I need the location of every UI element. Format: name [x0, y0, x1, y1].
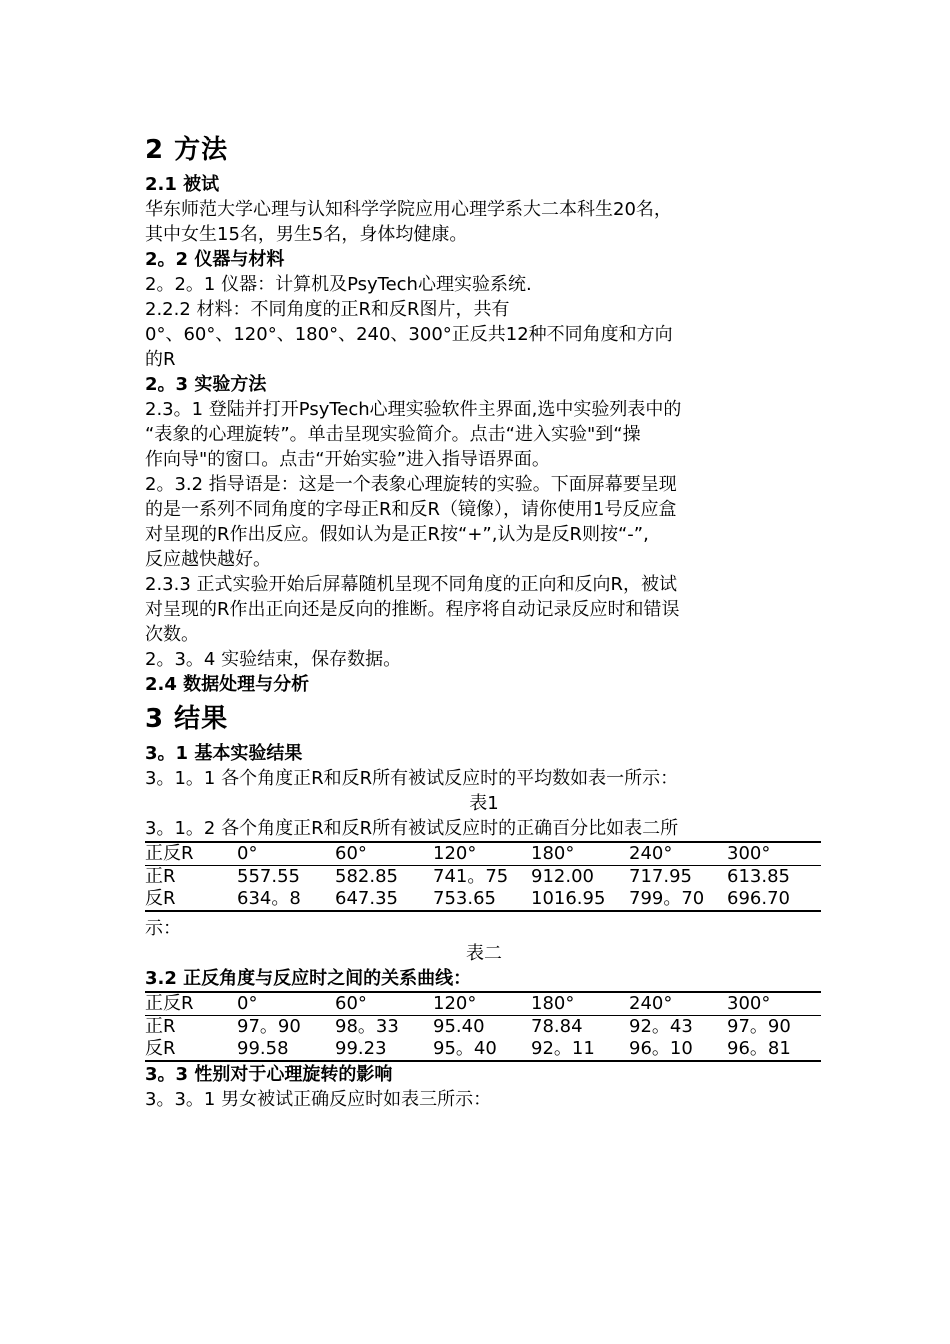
header-cell: 180° — [531, 842, 629, 866]
paragraph: 的R — [145, 349, 176, 370]
paragraph: 的是一系列不同角度的字母正R和反R（镜像），请你使用1号反应盒 — [145, 499, 677, 520]
table-cell: 647.35 — [335, 888, 433, 911]
paragraph: 3。1。2 各个角度正R和反R所有被试反应时的正确百分比如表二所 — [145, 818, 679, 839]
paragraph: 2。3。4 实验结束，保存数据。 — [145, 649, 402, 670]
table-cell: 912.00 — [531, 866, 594, 887]
paragraph: 次数。 — [145, 624, 199, 645]
header-cell: 300° — [727, 842, 821, 866]
paragraph: “表象的心理旋转”。单击呈现实验简介。点击“进入实验"到“操 — [145, 424, 641, 445]
table-cell: 96。81 — [727, 1038, 821, 1061]
table-cell: 99.58 — [237, 1038, 335, 1061]
table-cell: 92。11 — [531, 1038, 629, 1061]
table-cell: 696.70 — [727, 888, 821, 911]
table-cell: 98。33 — [335, 1016, 399, 1037]
paragraph: 作向导"的窗口。点击“开始实验”进入指导语界面。 — [145, 449, 550, 470]
table-row — [145, 1016, 821, 1039]
header-cell: 240° — [629, 992, 727, 1016]
header-cell: 60° — [335, 842, 433, 866]
table-cell: 反R — [145, 1038, 237, 1061]
table-cell: 78.84 — [531, 1016, 583, 1037]
table-cell: 反R — [145, 888, 237, 911]
paragraph: 0°、60°、120°、180°、240、300°正反共12种不同角度和方向 — [145, 324, 673, 345]
document-page — [145, 128, 823, 1112]
table-cell: 95。40 — [433, 1038, 531, 1061]
table-row — [145, 1038, 821, 1061]
table-cell: 753.65 — [433, 888, 531, 911]
header-cell: 120° — [433, 992, 531, 1016]
paragraph: 2。2。1 仪器：计算机及PsyTech心理实验系统. — [145, 274, 532, 295]
table-cell: 613.85 — [727, 866, 790, 887]
section-3-1-title: 3。1 基本实验结果 — [145, 743, 303, 764]
section-3-2-title: 3.2 正反角度与反应时之间的关系曲线： — [145, 968, 472, 989]
header-cell: 60° — [335, 992, 433, 1016]
table-cell: 582.85 — [335, 866, 398, 887]
paragraph: 2.3.3 正式实验开始后屏幕随机呈现不同角度的正向和反向R，被试 — [145, 574, 678, 595]
table-row — [145, 866, 821, 889]
table-cell: 717.95 — [629, 866, 692, 887]
paragraph: 2.2.2 材料：不同角度的正R和反R图片，共有 — [145, 299, 510, 320]
header-cell: 240° — [629, 842, 727, 866]
paragraph: 反应越快越好。 — [145, 549, 271, 570]
table-row — [145, 888, 821, 911]
header-cell: 300° — [727, 992, 821, 1016]
section-2-4-title: 2.4 数据处理与分析 — [145, 674, 310, 695]
table-header-row — [145, 842, 821, 866]
paragraph: 3。1。1 各个角度正R和反R所有被试反应时的平均数如表一所示： — [145, 768, 679, 789]
paragraph: 示： — [145, 918, 181, 939]
header-cell: 120° — [433, 842, 531, 866]
table-2 — [145, 991, 821, 1062]
table-cell: 741。75 — [433, 866, 509, 887]
paragraph: 对呈现的R作出反应。假如认为是正R按“+”,认为是反R则按“-”, — [145, 524, 649, 545]
paragraph: 2。3.2 指导语是：这是一个表象心理旋转的实验。下面屏幕要呈现 — [145, 474, 677, 495]
table-cell: 557.55 — [237, 866, 300, 887]
header-cell: 180° — [531, 992, 629, 1016]
paragraph: 对呈现的R作出正向还是反向的推断。程序将自动记录反应时和错误 — [145, 599, 680, 620]
section-2-1-title: 2.1 被试 — [145, 174, 220, 195]
paragraph: 华东师范大学心理与认知科学学院应用心理学系大二本科生20名， — [145, 199, 672, 220]
table-2-caption: 表二 — [466, 943, 502, 964]
table-cell: 1016.95 — [531, 888, 629, 911]
section-2-2-title: 2。2 仪器与材料 — [145, 249, 285, 270]
section-2-title: 2 方法 — [145, 135, 229, 165]
section-2-3-title: 2。3 实验方法 — [145, 374, 267, 395]
table-1-caption: 表1 — [469, 793, 499, 814]
header-cell: 正反R — [145, 842, 237, 866]
table-cell: 正R — [145, 1016, 176, 1037]
table-1 — [145, 841, 821, 912]
header-cell: 0° — [237, 842, 335, 866]
table-cell: 正R — [145, 866, 176, 887]
header-cell: 0° — [237, 992, 335, 1016]
paragraph: 2.3。1 登陆并打开PsyTech心理实验软件主界面,选中实验列表中的 — [145, 399, 682, 420]
table-cell: 799。70 — [629, 888, 727, 911]
table-cell: 95.40 — [433, 1016, 485, 1037]
table-cell: 97。90 — [727, 1016, 791, 1037]
paragraph: 其中女生15名，男生5名，身体均健康。 — [145, 224, 468, 245]
paragraph: 3。3。1 男女被试正确反应时如表三所示： — [145, 1089, 492, 1110]
table-cell: 96。10 — [629, 1038, 727, 1061]
table-cell: 97。90 — [237, 1016, 301, 1037]
table-cell: 99.23 — [335, 1038, 433, 1061]
header-cell: 正反R — [145, 992, 237, 1016]
table-cell: 92。43 — [629, 1016, 693, 1037]
table-header-row — [145, 992, 821, 1016]
section-3-3-title: 3。3 性别对于心理旋转的影响 — [145, 1064, 393, 1085]
table-cell: 634。8 — [237, 888, 335, 911]
section-3-title: 3 结果 — [145, 704, 229, 734]
